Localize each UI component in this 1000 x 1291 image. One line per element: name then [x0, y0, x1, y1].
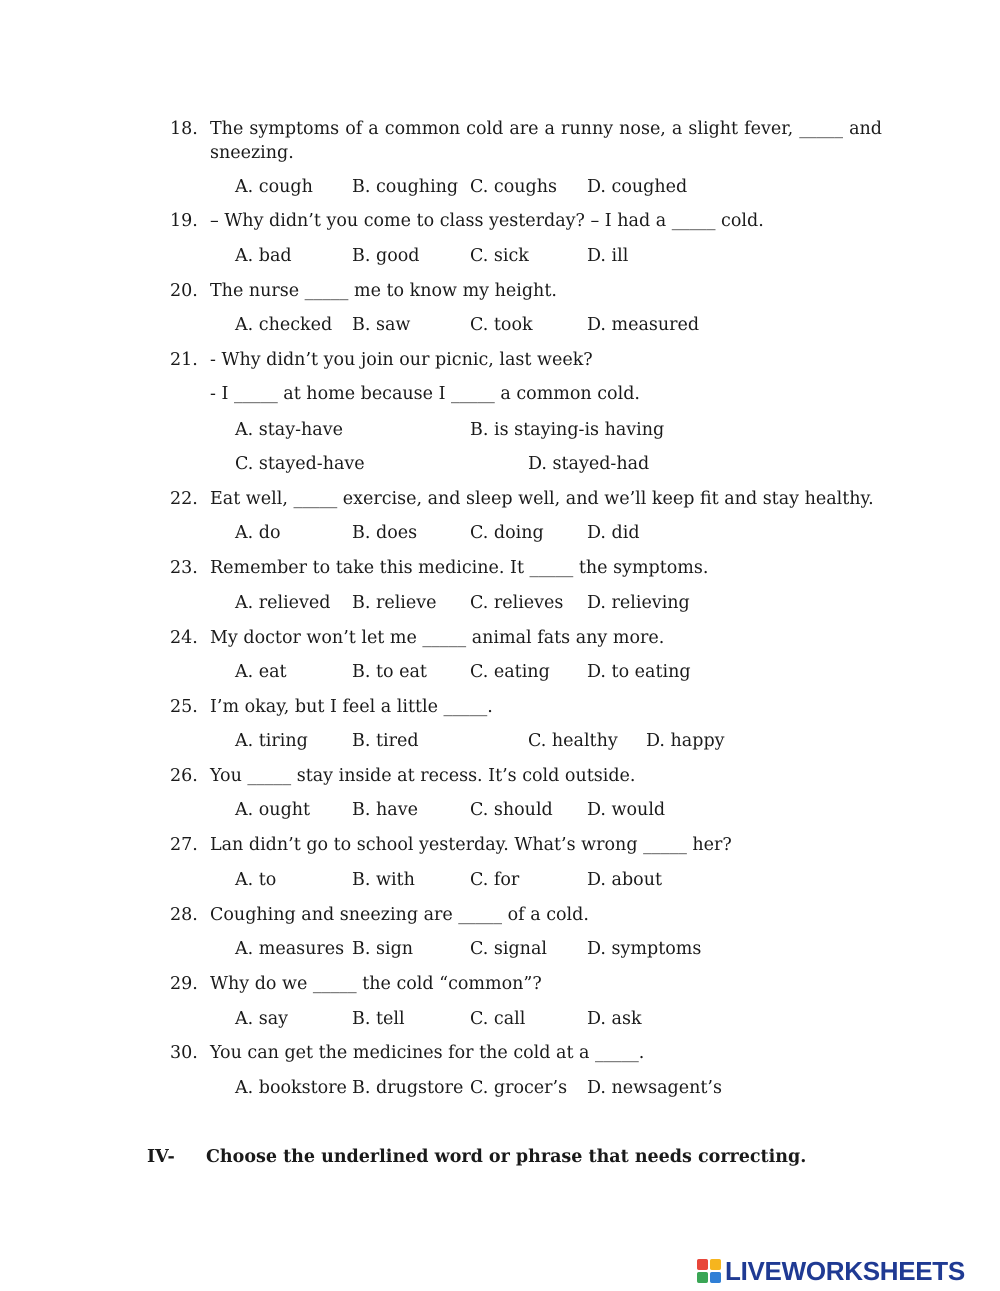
options-21-row-1 — [235, 418, 935, 442]
question-text: The symptoms of a common cold are a runny nose, a slight fever, _____ and sneezing. — [210, 119, 882, 163]
question-24 — [170, 626, 882, 650]
option-c[interactable]: C. doing — [470, 523, 544, 543]
options-29 — [235, 1007, 935, 1031]
option-b[interactable]: B. good — [352, 246, 420, 266]
question-25 — [170, 695, 882, 719]
question-text: Coughing and sneezing are _____ of a cold. — [210, 905, 589, 925]
option-a[interactable]: A. stay-have — [235, 420, 343, 440]
option-a[interactable]: A. do — [235, 523, 281, 543]
option-a[interactable]: A. bookstore — [235, 1078, 347, 1098]
question-number: 28. — [170, 905, 198, 925]
option-b[interactable]: B. drugstore — [352, 1078, 464, 1098]
options-18 — [235, 175, 935, 199]
options-25 — [235, 729, 935, 753]
option-d[interactable]: D. about — [587, 870, 663, 890]
option-a[interactable]: A. eat — [235, 662, 287, 682]
question-text: – Why didn’t you come to class yesterday? – I had a _____ cold. — [210, 211, 764, 231]
option-b[interactable]: B. relieve — [352, 593, 437, 613]
options-20 — [235, 313, 935, 337]
question-text: Why do we _____ the cold “common”? — [210, 974, 542, 994]
option-a[interactable]: A. to — [235, 870, 277, 890]
option-a[interactable]: A. tiring — [235, 731, 308, 751]
question-19 — [170, 209, 882, 233]
question-18 — [170, 117, 882, 165]
option-c[interactable]: C. eating — [470, 662, 550, 682]
option-a[interactable]: A. say — [235, 1009, 289, 1029]
option-b[interactable]: B. does — [352, 523, 418, 543]
question-text: The nurse _____ me to know my height. — [210, 281, 557, 301]
question-number: 18. — [170, 119, 198, 139]
option-c[interactable]: C. stayed-have — [235, 454, 365, 474]
options-27 — [235, 868, 935, 892]
option-b[interactable]: B. saw — [352, 315, 411, 335]
option-b[interactable]: B. is staying-is having — [470, 420, 665, 440]
logo-text: LIVEWORKSHEETS — [725, 1256, 965, 1286]
option-b[interactable]: B. coughing — [352, 177, 459, 197]
option-b[interactable]: B. with — [352, 870, 415, 890]
question-number: 27. — [170, 835, 198, 855]
question-number: 19. — [170, 211, 198, 231]
options-28 — [235, 937, 935, 961]
option-b[interactable]: B. tired — [352, 731, 419, 751]
question-21 — [170, 348, 882, 372]
option-c[interactable]: C. healthy — [528, 731, 618, 751]
option-c[interactable]: C. call — [470, 1009, 526, 1029]
question-21-line-2 — [170, 382, 882, 406]
question-number: 22. — [170, 489, 198, 509]
options-23 — [235, 591, 935, 615]
option-d[interactable]: D. ill — [587, 246, 629, 266]
option-b[interactable]: B. to eat — [352, 662, 427, 682]
question-text: Eat well, _____ exercise, and sleep well, and we’ll keep fit and stay healthy. — [210, 489, 874, 509]
option-d[interactable]: D. happy — [646, 731, 725, 751]
option-a[interactable]: A. checked — [235, 315, 333, 335]
question-number: 23. — [170, 558, 198, 578]
question-text: Remember to take this medicine. It _____ the symptoms. — [210, 558, 709, 578]
option-b[interactable]: B. sign — [352, 939, 414, 959]
question-text-line-2: - I _____ at home because I _____ a common cold. — [210, 384, 640, 404]
option-c[interactable]: C. sick — [470, 246, 529, 266]
option-d[interactable]: D. to eating — [587, 662, 691, 682]
option-d[interactable]: D. ask — [587, 1009, 642, 1029]
question-text: You can get the medicines for the cold at a _____. — [210, 1043, 645, 1063]
question-22 — [170, 487, 882, 511]
question-text: My doctor won’t let me _____ animal fats any more. — [210, 628, 665, 648]
question-number: 21. — [170, 350, 198, 370]
options-21-row-2 — [235, 452, 935, 476]
question-23 — [170, 556, 882, 580]
question-text: You _____ stay inside at recess. It’s cold outside. — [210, 766, 636, 786]
option-c[interactable]: C. should — [470, 800, 553, 820]
question-number: 20. — [170, 281, 198, 301]
liveworksheets-logo — [697, 1256, 997, 1286]
option-c[interactable]: C. relieves — [470, 593, 564, 613]
option-a[interactable]: A. cough — [235, 177, 313, 197]
question-text: Lan didn’t go to school yesterday. What’s wrong _____ her? — [210, 835, 732, 855]
question-20 — [170, 279, 882, 303]
options-19 — [235, 244, 935, 268]
option-a[interactable]: A. bad — [235, 246, 292, 266]
question-27 — [170, 833, 882, 857]
option-d[interactable]: D. relieving — [587, 593, 690, 613]
option-c[interactable]: C. grocer’s — [470, 1078, 568, 1098]
option-a[interactable]: A. ought — [235, 800, 311, 820]
options-26 — [235, 798, 935, 822]
question-text: I’m okay, but I feel a little _____. — [210, 697, 493, 717]
option-b[interactable]: B. have — [352, 800, 418, 820]
question-number: 25. — [170, 697, 198, 717]
option-b[interactable]: B. tell — [352, 1009, 405, 1029]
question-number: 24. — [170, 628, 198, 648]
option-c[interactable]: C. took — [470, 315, 533, 335]
option-c[interactable]: C. for — [470, 870, 520, 890]
option-d[interactable]: D. stayed-had — [528, 454, 650, 474]
option-d[interactable]: D. would — [587, 800, 666, 820]
options-22 — [235, 521, 935, 545]
option-a[interactable]: A. relieved — [235, 593, 331, 613]
option-a[interactable]: A. measures — [235, 939, 345, 959]
option-d[interactable]: D. coughed — [587, 177, 688, 197]
question-text: - Why didn’t you join our picnic, last week? — [210, 350, 593, 370]
question-number: 30. — [170, 1043, 198, 1063]
options-24 — [235, 660, 935, 684]
question-30 — [170, 1041, 882, 1065]
question-number: 29. — [170, 974, 198, 994]
option-d[interactable]: D. symptoms — [587, 939, 702, 959]
option-c[interactable]: C. coughs — [470, 177, 557, 197]
question-28 — [170, 903, 882, 927]
section-number: IV- — [147, 1147, 175, 1167]
option-d[interactable]: D. newsagent’s — [587, 1078, 722, 1098]
question-26 — [170, 764, 882, 788]
question-number: 26. — [170, 766, 198, 786]
options-30 — [235, 1076, 935, 1100]
option-c[interactable]: C. signal — [470, 939, 547, 959]
option-d[interactable]: D. did — [587, 523, 640, 543]
question-29 — [170, 972, 882, 996]
section-title: Choose the underlined word or phrase that needs correcting. — [206, 1147, 807, 1167]
logo-mark-icon — [697, 1259, 721, 1283]
option-d[interactable]: D. measured — [587, 315, 700, 335]
